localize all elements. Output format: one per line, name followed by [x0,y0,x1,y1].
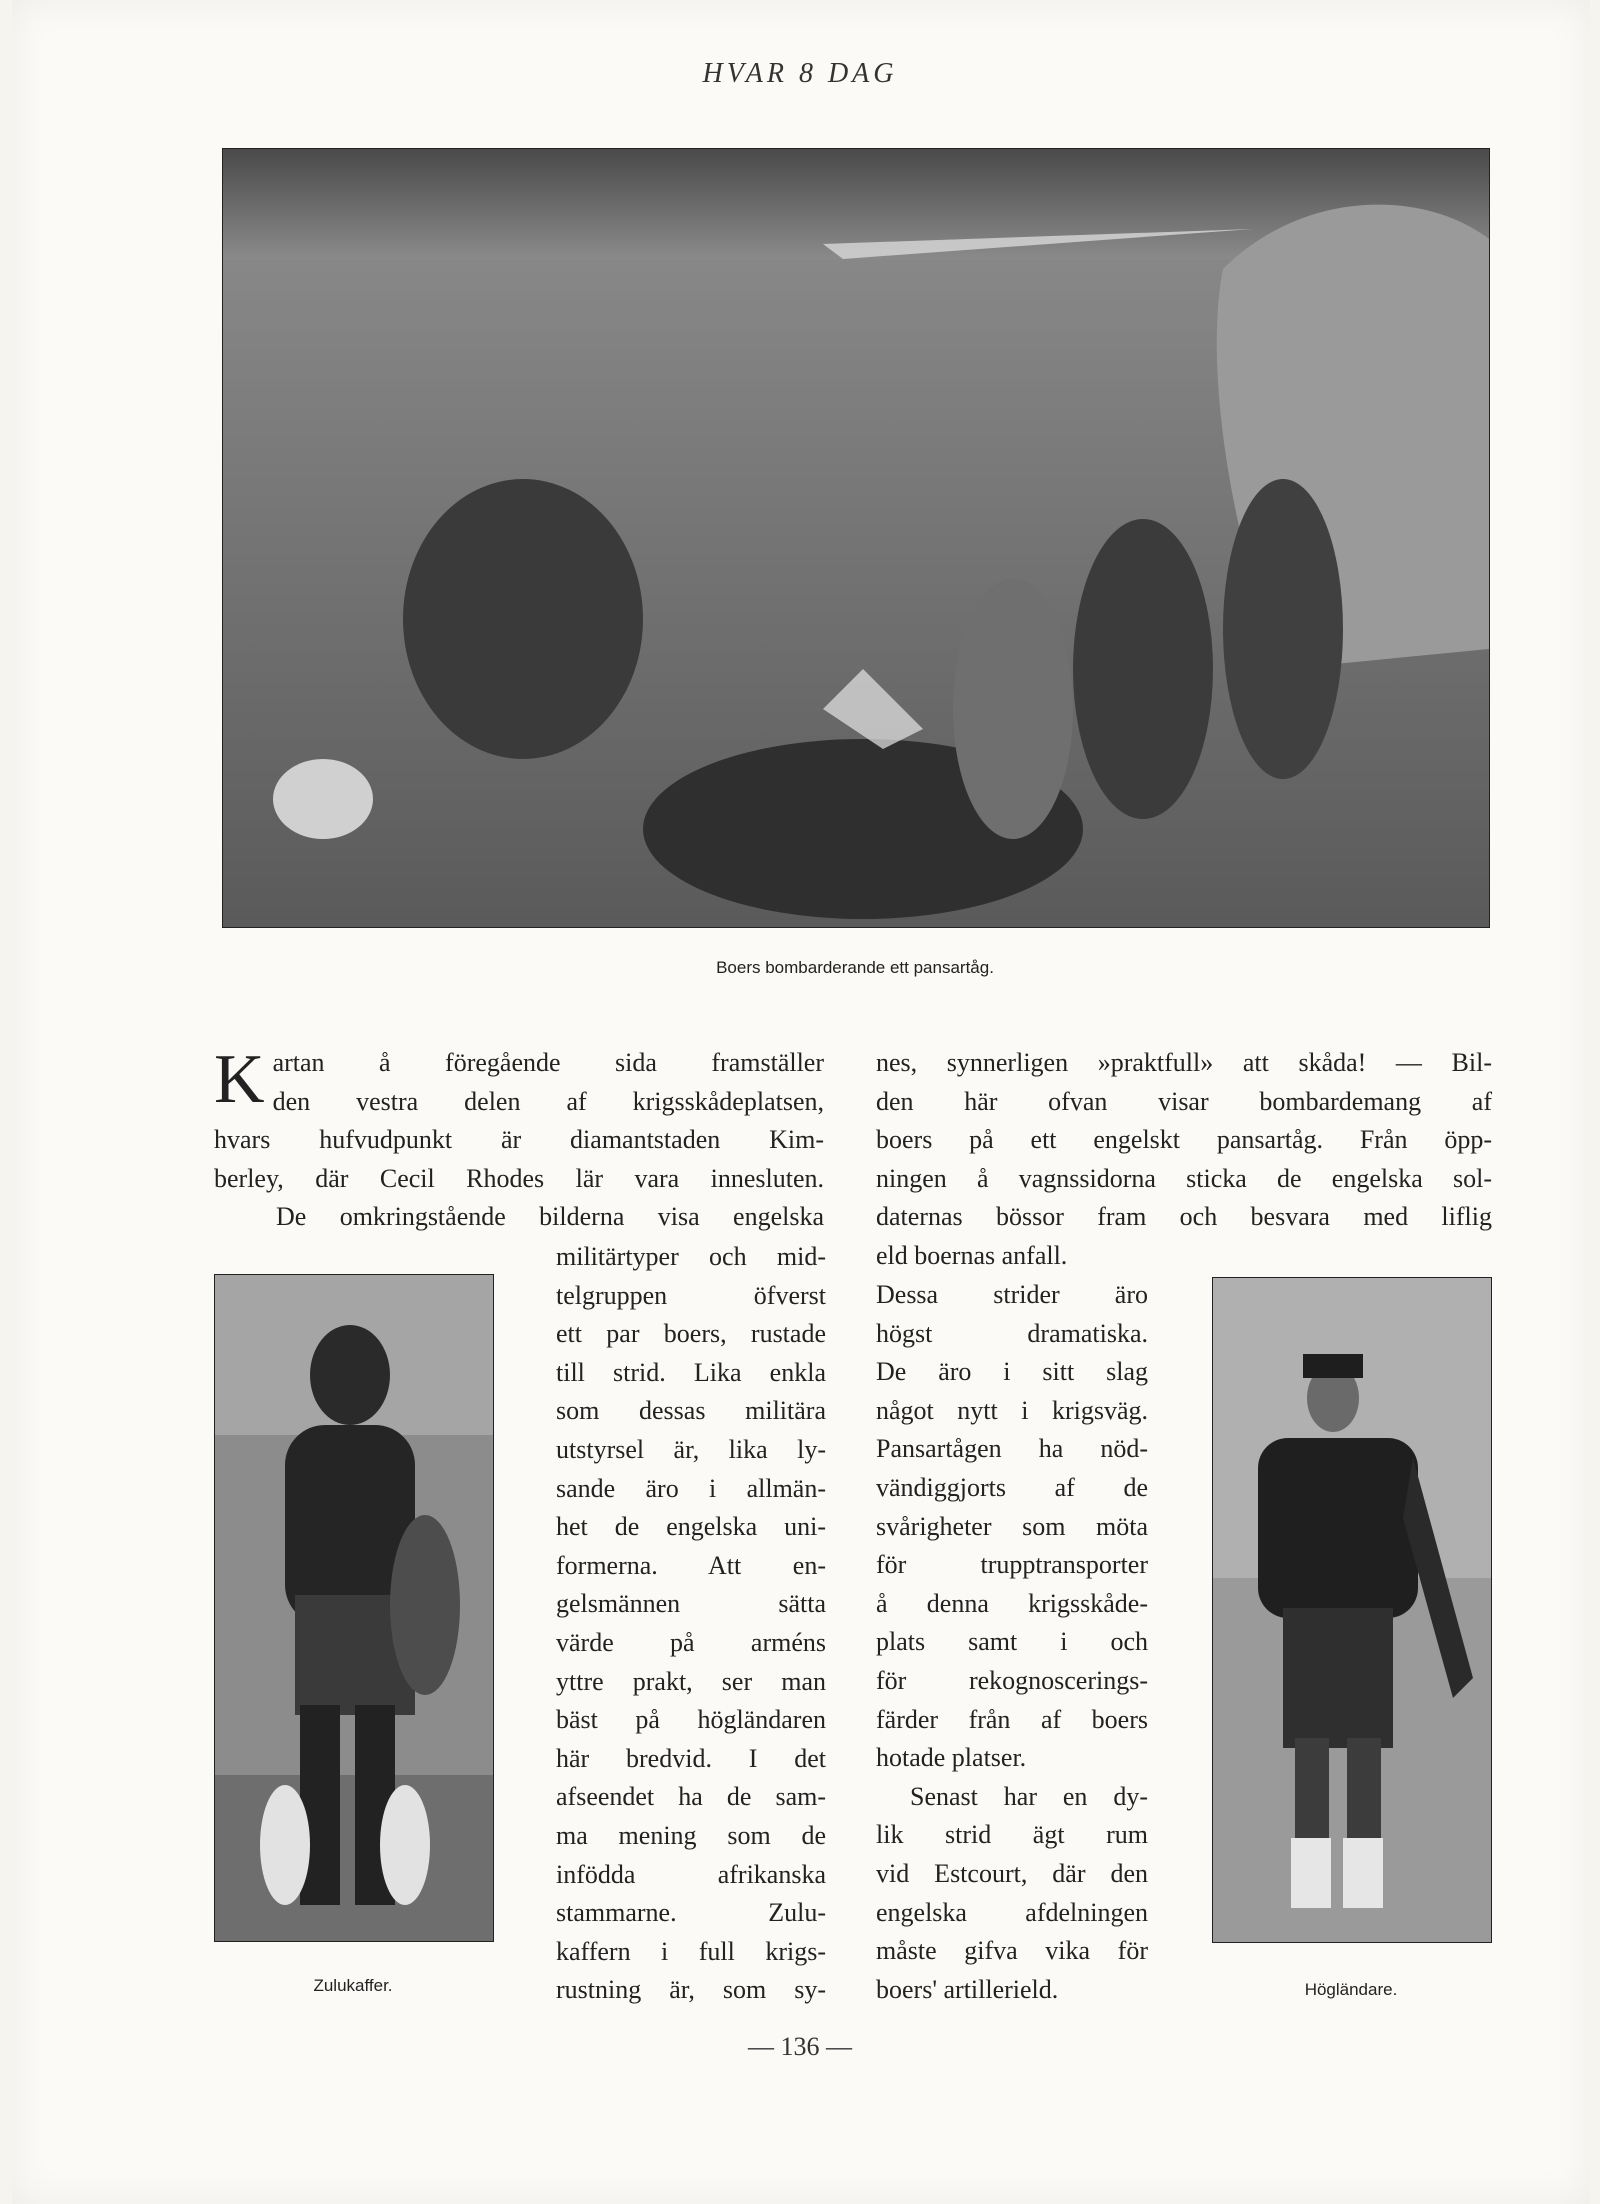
text-line: högst dramatiska. [876,1318,1148,1348]
text-line: vid Estcourt, där den [876,1858,1148,1888]
text-line: vändiggjorts af de [876,1472,1148,1502]
text-line: stammarne. Zulu- [556,1898,826,1928]
text-line: värde på arméns [556,1627,826,1657]
page-header: HVAR 8 DAG [702,58,898,89]
text-line: engelska afdelningen [876,1897,1148,1927]
article-col2 [556,1238,826,2010]
text-line: berley, där Cecil Rhodes lär vara innesluten. [214,1163,824,1193]
text-line: afseendet ha de sam- [556,1782,826,1812]
text-line: boers på ett engelskt pansartåg. Från öpp- [876,1125,1492,1155]
text-line: militärtyper och mid- [556,1242,826,1271]
battle-illustration [222,148,1490,928]
text-line: formerna. Att en- [556,1550,826,1580]
text-line: svårigheter som möta [876,1511,1148,1541]
text-line: bäst på högländaren [556,1705,826,1735]
battle-caption: Boers bombarderande ett pansartåg. [716,958,994,977]
text-line: här bredvid. I det [556,1743,826,1773]
zulu-caption: Zulukaffer. [313,1976,393,1995]
text-line: till strid. Lika enkla [556,1357,826,1387]
page-number: — 136 — [748,2032,852,2061]
text-line: eld boernas anfall. [876,1240,1068,1270]
text-line: ett par boers, rustade [556,1319,826,1349]
text-line: gelsmännen sätta [556,1589,826,1619]
text-line: De omkringstående bilderna visa engelska [276,1202,824,1232]
text-line: för rekognoscerings- [876,1665,1148,1695]
article-col3-top [876,1044,1492,1276]
text-line: Senast har en dy- [910,1781,1148,1811]
text-line: daternas bössor fram och besvara med liflig [876,1202,1492,1232]
highlander-photo [1212,1277,1492,1943]
text-line: måste gifva vika för [876,1936,1148,1966]
text-line: Pansartågen ha nöd- [876,1434,1148,1464]
text-line: ningen å vagnssidorna sticka de engelska sol- [876,1163,1492,1193]
text-line: boers' artillerield. [876,1974,1059,2004]
text-line: ma mening som de [556,1820,826,1850]
text-line: rustning är, som sy- [556,1975,826,2005]
drop-cap: K [214,1041,265,1118]
text-line: yttre prakt, ser man [556,1666,826,1696]
text-line: sande äro i allmän- [556,1473,826,1503]
text-line: kaffern i full krigs- [556,1936,826,1966]
highlander-photo-art [1213,1278,1491,1942]
text-line: Dessa strider äro [876,1280,1148,1309]
text-line: för trupptransporter [876,1550,1148,1580]
zulu-photo-art [215,1275,493,1941]
text-line: den här ofvan visar bombardemang af [876,1086,1492,1116]
text-line: hotade platser. [876,1743,1027,1773]
text-line: å denna krigsskåde- [876,1588,1148,1618]
text-line: färder från af boers [876,1704,1148,1734]
highlander-caption: Högländare. [1304,1980,1398,1999]
text-line: hvars hufvudpunkt är diamantstaden Kim- [214,1125,824,1155]
battle-illustration-art [223,149,1489,927]
text-line: het de engelska uni- [556,1512,826,1542]
zulu-photo [214,1274,494,1942]
text-line: som dessas militära [556,1396,826,1426]
text-line: lik strid ägt rum [876,1820,1148,1850]
text-line: infödda afrikanska [556,1859,826,1889]
text-line: telgruppen öfverst [556,1280,826,1310]
text-line: artan å föregående sida framställer [272,1048,824,1077]
text-line: något nytt i krigsväg. [876,1395,1148,1425]
text-line: De äro i sitt slag [876,1357,1148,1387]
article-col1-top [214,1041,824,1237]
article-col4 [876,1276,1148,2009]
text-line: plats samt i och [876,1627,1148,1657]
text-line: den vestra delen af krigsskådeplatsen, [272,1086,824,1116]
text-line: utstyrsel är, lika ly- [556,1434,826,1464]
text-line: nes, synnerligen »praktfull» att skåda! — Bil- [876,1048,1492,1077]
